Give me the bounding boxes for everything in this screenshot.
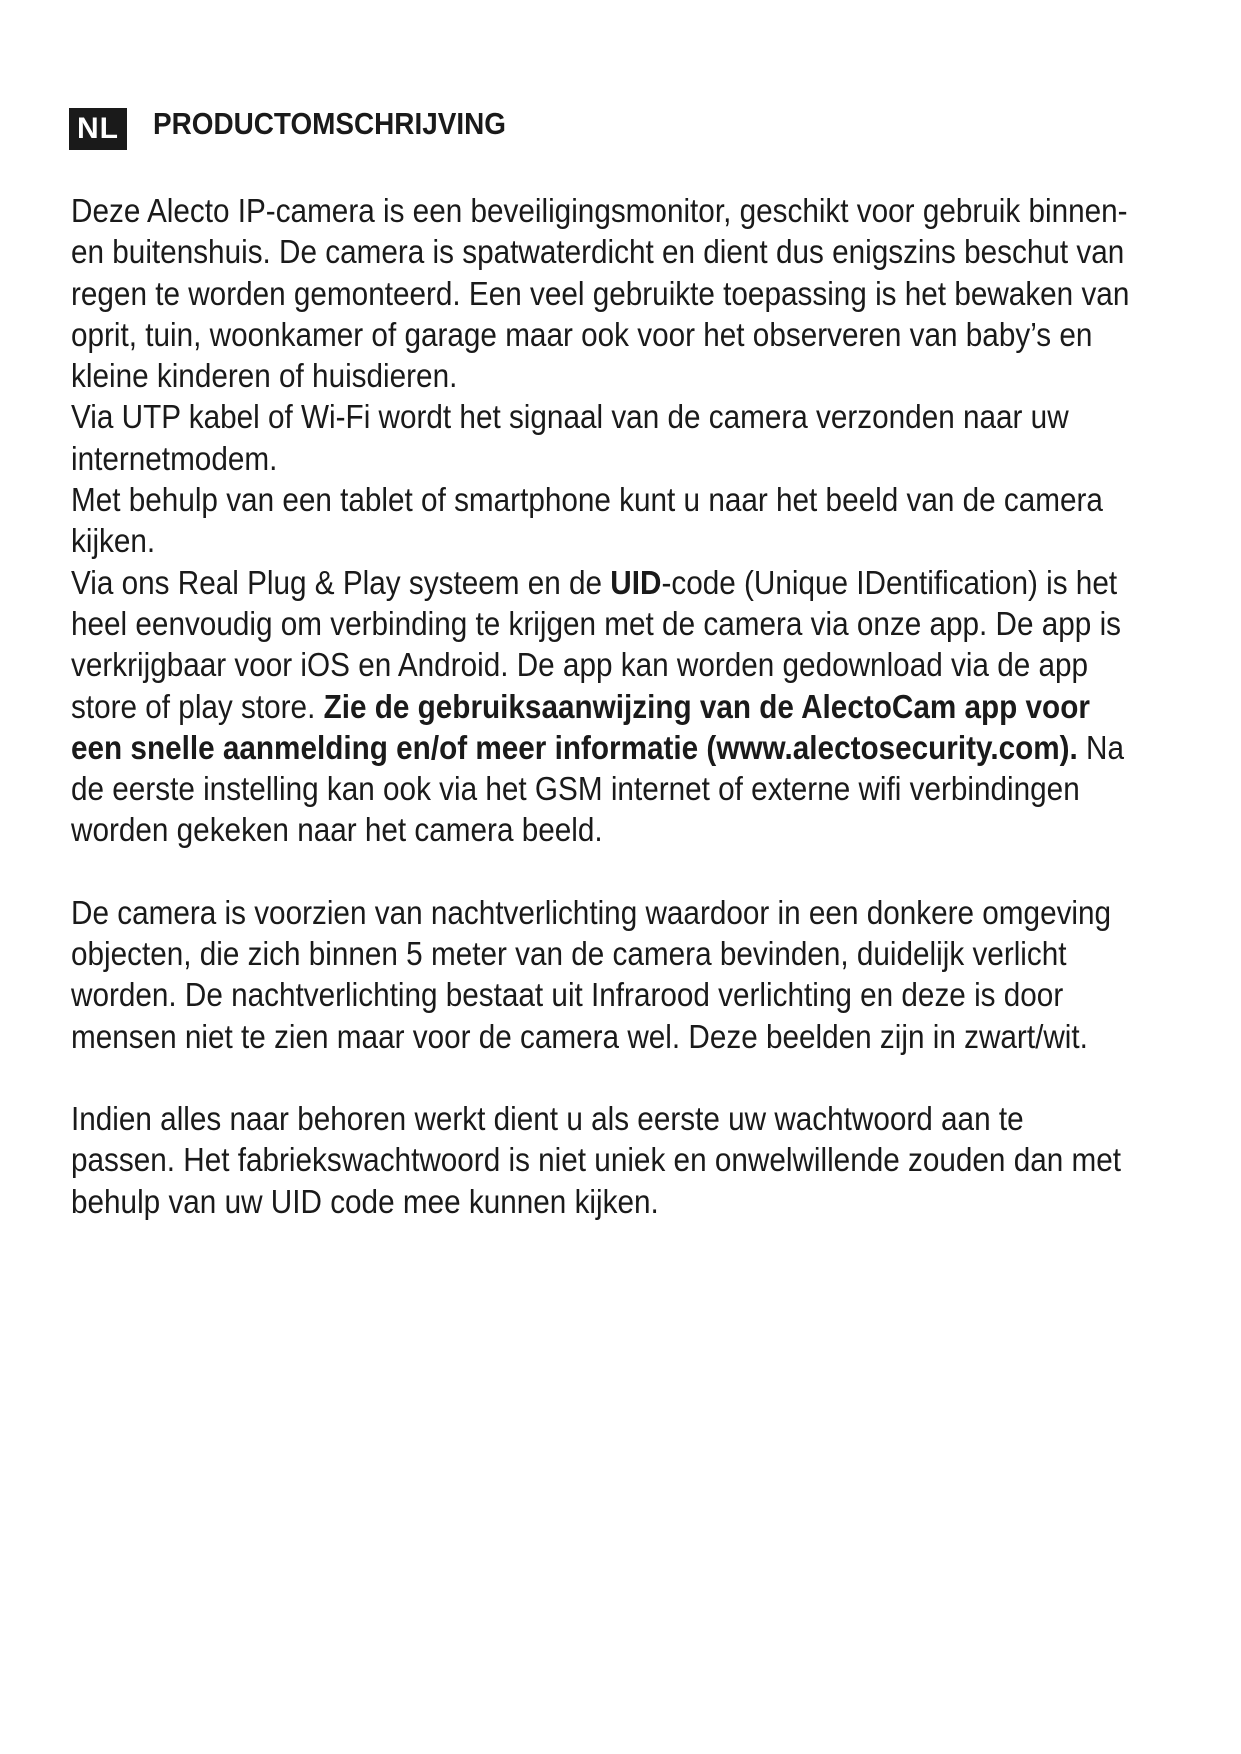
paragraph-uid	[71, 562, 1133, 851]
paragraph-viewing: Met behulp van een tablet of smartphone kunt u naar het beeld van de camera kijken.	[71, 481, 1103, 560]
section-title: PRODUCTOMSCHRIJVING	[153, 106, 506, 141]
paragraph-password: Indien alles naar behoren werkt dient u als eerste uw wachtwoord aan te passen. Het fabriekswachtwoord is niet uniek en onwelwillende zouden dan met behulp van uw UID code mee kunnen kijken.	[71, 1099, 1122, 1220]
paragraph-connection: Via UTP kabel of Wi-Fi wordt het signaal van de camera verzonden naar uw internetmodem.	[71, 398, 1069, 477]
uid-text-end: Na de eerste instelling kan ook via het GSM internet of externe wifi verbindingen worden gekeken naar het camera beeld.	[71, 728, 1125, 849]
language-badge: NL	[69, 108, 127, 150]
uid-term: UID	[610, 563, 662, 601]
paragraph-spacer	[71, 851, 1133, 892]
body-text	[71, 190, 1133, 1222]
uid-text-middle: -code (Unique IDentification) is het heel eenvoudig om verbinding te krijgen met de camera via onze app. De app is verkrijgbaar voor iOS en Android. De app kan worden gedownload via de app store of play store.	[71, 563, 1122, 725]
paragraph-spacer	[71, 1057, 1133, 1098]
paragraph-intro: Deze Alecto IP-camera is een beveiligingsmonitor, geschikt voor gebruik binnen-en buitenshuis. De camera is spatwaterdicht en dient dus enigszins beschut van regen te worden gemonteerd. Een veel gebruikte toepassing is het bewaken van oprit, tuin, woonkamer of garage maar ook voor het observeren van baby’s en kleine kinderen of huisdieren.	[71, 192, 1130, 395]
paragraph-night-vision: De camera is voorzien van nachtverlichting waardoor in een donkere omgeving objecten, die zich binnen 5 meter van de camera bevinden, duidelijk verlicht worden. De nachtverlichting bestaat uit Infrarood verlichting en deze is door mensen niet te zien maar voor de camera wel. Deze beelden zijn in zwart/wit.	[71, 893, 1112, 1055]
section-header	[69, 108, 545, 150]
manual-reference: Zie de gebruiksaanwijzing van de AlectoCam app voor een snelle aanmelding en/of meer informatie (www.alectosecurity.com).	[71, 687, 1090, 766]
uid-text-start: Via ons Real Plug & Play systeem en de	[71, 563, 611, 601]
